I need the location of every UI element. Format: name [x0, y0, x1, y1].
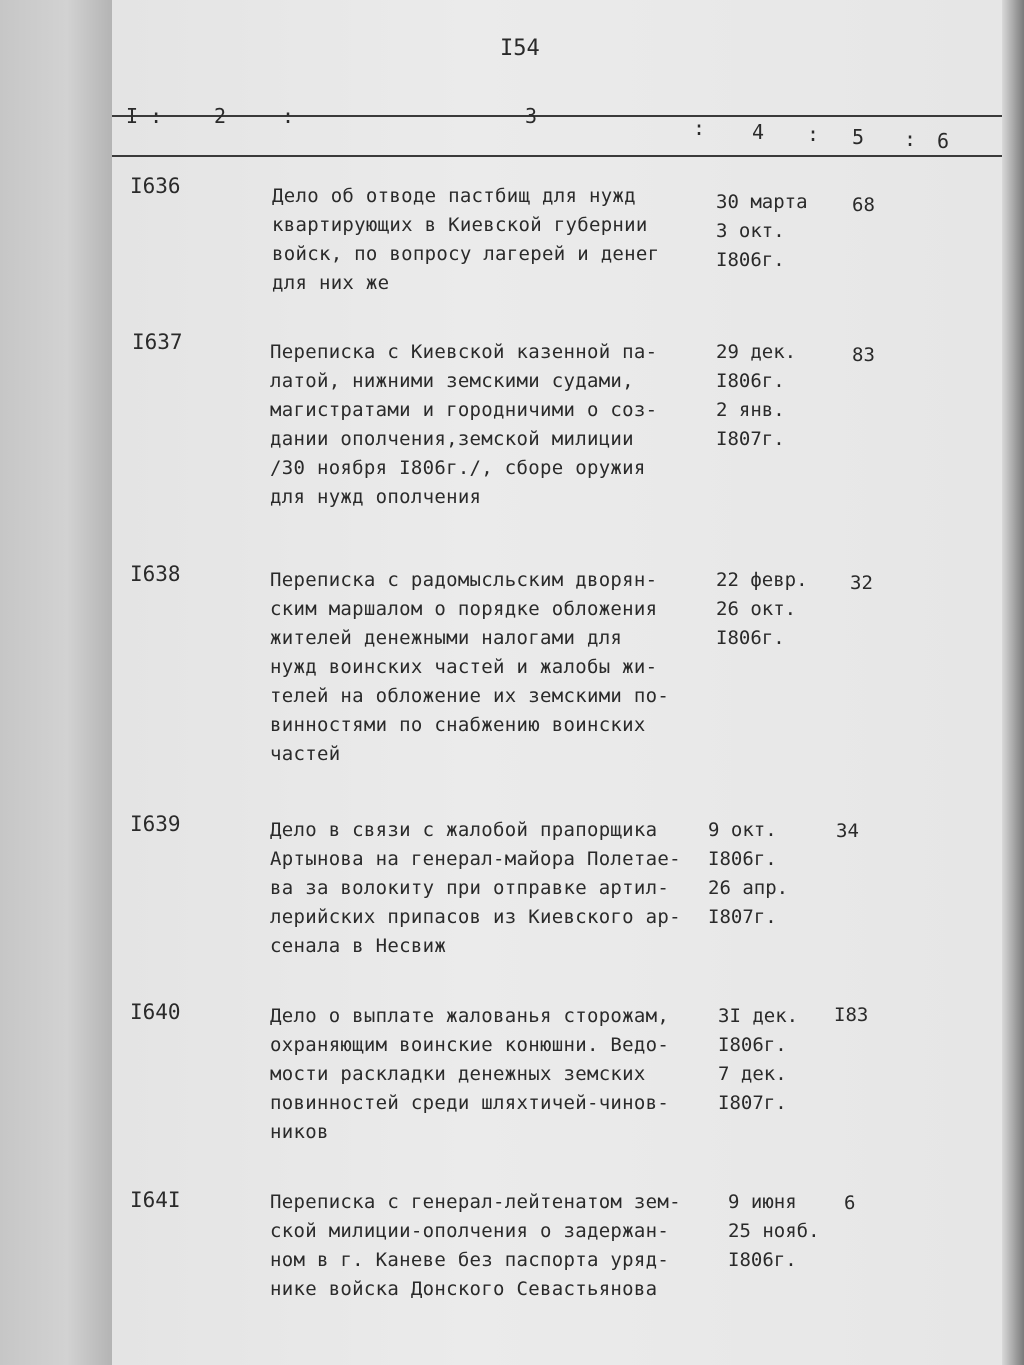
- entry-number: I637: [132, 330, 183, 354]
- entry-dates: 9 окт. I806г. 26 апр. I807г.: [708, 819, 789, 928]
- header-sep-4: :: [904, 127, 917, 151]
- entry-number: I638: [130, 562, 181, 586]
- header-col-3: 3: [525, 104, 538, 128]
- entry-sheets: 83: [852, 344, 875, 366]
- entry-dates: 3I дек. I806г. 7 дек. I807г.: [718, 1005, 799, 1114]
- entry-sheets: 34: [836, 820, 859, 842]
- entry-description: Переписка с Киевской казенной па- латой, нижними земскими судами, магистратами и городничими о соз- дании ополчения,земской милиции /30 ноября I806г./, сборе оружия для нужд ополчения: [270, 341, 658, 508]
- entry-description: Дело об отводе пастбищ для нужд квартирующих в Киевской губернии войск, по вопросу лагерей и денег для них же: [272, 185, 660, 294]
- header-bottom-rule: [112, 155, 1002, 157]
- entry-sheets: 6: [844, 1192, 856, 1214]
- entry-number: I639: [130, 812, 181, 836]
- page-right-edge: [1002, 0, 1024, 1365]
- entry-description: Дело о выплате жалованья сторожам, охраняющим воинские конюшни. Ведо- мости раскладки денежных земских повинностей среди шляхтичей-чинов- ников: [270, 1005, 670, 1143]
- header-sep-3: :: [807, 122, 820, 146]
- page-number: I54: [500, 36, 540, 61]
- entry-description: Переписка с генерал-лейтенатом зем- ской милиции-ополчения о задержан- ном в г. Каневе без паспорта уряд- нике войска Донского Севастьянова: [270, 1191, 681, 1300]
- entry-number: I64I: [130, 1188, 181, 1212]
- header-top-rule: [112, 115, 1002, 117]
- header-sep-2: :: [693, 116, 706, 140]
- entry-dates: 30 марта 3 окт. I806г.: [716, 191, 808, 271]
- header-col-5: 5: [852, 125, 865, 149]
- entry-dates: 22 февр. 26 окт. I806г.: [716, 569, 808, 649]
- entry-description: Переписка с радомысльским дворян- ским маршалом о порядке обложения жителей денежными налогами для нужд воинских частей и жалобы жи- телей на обложение их земскими по- винностями по снабжению воинских частей: [270, 569, 670, 765]
- page-left-shadow: [0, 0, 112, 1365]
- entry-dates: 29 дек. I806г. 2 янв. I807г.: [716, 341, 797, 450]
- entry-number: I636: [130, 174, 181, 198]
- entry-sheets: 68: [852, 194, 875, 216]
- entry-sheets: 32: [850, 572, 873, 594]
- header-col-4: 4: [752, 120, 765, 144]
- entry-description: Дело в связи с жалобой прапорщика Артынова на генерал-майора Полетае- ва за волокиту при отправке артил- лерийских припасов из Киевского ар- сенала в Несвиж: [270, 819, 681, 957]
- header-col-2: 2: [214, 104, 227, 128]
- header-sep-1: :: [282, 104, 295, 128]
- entry-sheets: I83: [834, 1004, 869, 1026]
- entry-dates: 9 июня 25 нояб. I806г.: [728, 1191, 820, 1271]
- header-col-6: 6: [937, 129, 950, 153]
- entry-number: I640: [130, 1000, 181, 1024]
- header-col-1: I :: [126, 104, 163, 128]
